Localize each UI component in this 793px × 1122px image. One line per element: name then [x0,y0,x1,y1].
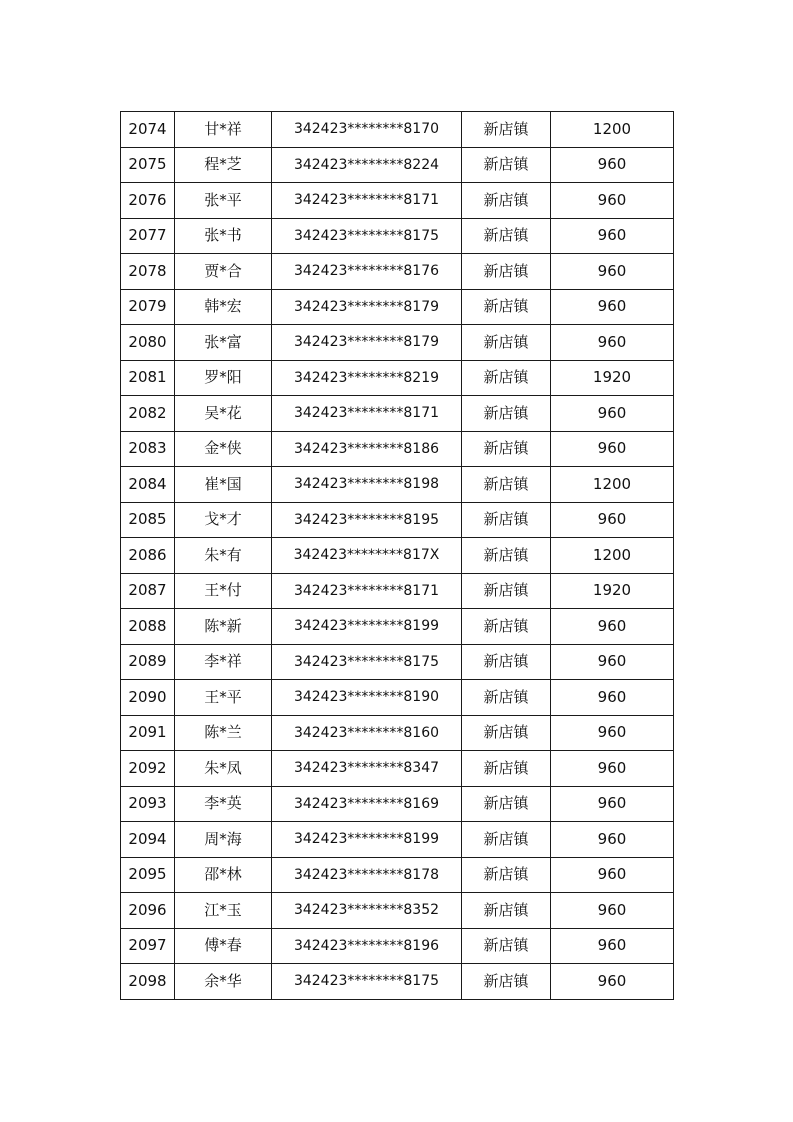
cell-amount: 1920 [551,360,674,396]
cell-id-number: 342423********8175 [272,964,462,1000]
cell-amount: 960 [551,822,674,858]
cell-town: 新店镇 [462,289,551,325]
table-row [121,538,674,574]
table-row [121,360,674,396]
cell-id-number: 342423********8186 [272,431,462,467]
table-row [121,289,674,325]
cell-id-number: 342423********8190 [272,680,462,716]
cell-name: 程*芝 [175,147,272,183]
table-row [121,786,674,822]
table-row [121,680,674,716]
cell-serial-number: 2084 [121,467,175,503]
table-row [121,573,674,609]
cell-town: 新店镇 [462,786,551,822]
cell-id-number: 342423********8224 [272,147,462,183]
cell-amount: 960 [551,751,674,787]
cell-town: 新店镇 [462,218,551,254]
table-row [121,822,674,858]
cell-serial-number: 2088 [121,609,175,645]
cell-town: 新店镇 [462,254,551,290]
cell-name: 张*平 [175,183,272,219]
table-row [121,644,674,680]
cell-town: 新店镇 [462,396,551,432]
cell-town: 新店镇 [462,183,551,219]
cell-id-number: 342423********8175 [272,644,462,680]
cell-town: 新店镇 [462,573,551,609]
cell-amount: 960 [551,644,674,680]
cell-id-number: 342423********8179 [272,325,462,361]
cell-amount: 1200 [551,112,674,148]
cell-name: 甘*祥 [175,112,272,148]
cell-serial-number: 2097 [121,928,175,964]
cell-town: 新店镇 [462,857,551,893]
cell-name: 韩*宏 [175,289,272,325]
cell-serial-number: 2091 [121,715,175,751]
cell-town: 新店镇 [462,538,551,574]
cell-amount: 960 [551,183,674,219]
cell-serial-number: 2074 [121,112,175,148]
table-row [121,609,674,645]
table-row [121,928,674,964]
cell-amount: 960 [551,254,674,290]
cell-name: 王*付 [175,573,272,609]
table-row [121,751,674,787]
cell-amount: 960 [551,431,674,467]
cell-town: 新店镇 [462,147,551,183]
cell-serial-number: 2086 [121,538,175,574]
cell-name: 周*海 [175,822,272,858]
cell-amount: 1200 [551,467,674,503]
cell-name: 张*书 [175,218,272,254]
cell-serial-number: 2098 [121,964,175,1000]
cell-id-number: 342423********8179 [272,289,462,325]
cell-town: 新店镇 [462,893,551,929]
cell-serial-number: 2082 [121,396,175,432]
table-row [121,467,674,503]
cell-serial-number: 2081 [121,360,175,396]
cell-name: 崔*国 [175,467,272,503]
cell-town: 新店镇 [462,609,551,645]
cell-id-number: 342423********8160 [272,715,462,751]
cell-amount: 960 [551,715,674,751]
cell-serial-number: 2092 [121,751,175,787]
cell-town: 新店镇 [462,112,551,148]
cell-id-number: 342423********8199 [272,609,462,645]
cell-id-number: 342423********8198 [272,467,462,503]
cell-amount: 960 [551,857,674,893]
subsidy-table [120,111,674,1000]
cell-town: 新店镇 [462,715,551,751]
cell-amount: 960 [551,964,674,1000]
cell-serial-number: 2085 [121,502,175,538]
cell-town: 新店镇 [462,964,551,1000]
cell-id-number: 342423********8352 [272,893,462,929]
table-row [121,857,674,893]
cell-town: 新店镇 [462,751,551,787]
cell-serial-number: 2089 [121,644,175,680]
cell-town: 新店镇 [462,325,551,361]
cell-amount: 960 [551,893,674,929]
cell-name: 王*平 [175,680,272,716]
cell-id-number: 342423********8171 [272,396,462,432]
cell-town: 新店镇 [462,467,551,503]
cell-id-number: 342423********8178 [272,857,462,893]
table-row [121,715,674,751]
table-row [121,218,674,254]
cell-name: 金*侠 [175,431,272,467]
cell-serial-number: 2094 [121,822,175,858]
cell-town: 新店镇 [462,644,551,680]
cell-town: 新店镇 [462,822,551,858]
cell-amount: 960 [551,396,674,432]
cell-name: 朱*有 [175,538,272,574]
cell-id-number: 342423********817X [272,538,462,574]
cell-amount: 960 [551,147,674,183]
cell-name: 陈*兰 [175,715,272,751]
table-row [121,431,674,467]
cell-serial-number: 2095 [121,857,175,893]
cell-name: 李*英 [175,786,272,822]
cell-amount: 960 [551,289,674,325]
table-row [121,964,674,1000]
table-row [121,147,674,183]
cell-town: 新店镇 [462,360,551,396]
cell-name: 罗*阳 [175,360,272,396]
cell-id-number: 342423********8195 [272,502,462,538]
cell-serial-number: 2077 [121,218,175,254]
cell-id-number: 342423********8171 [272,573,462,609]
cell-name: 李*祥 [175,644,272,680]
cell-name: 陈*新 [175,609,272,645]
cell-serial-number: 2090 [121,680,175,716]
table-row [121,254,674,290]
table-row [121,893,674,929]
cell-name: 邵*林 [175,857,272,893]
cell-serial-number: 2096 [121,893,175,929]
cell-name: 朱*凤 [175,751,272,787]
cell-id-number: 342423********8169 [272,786,462,822]
cell-amount: 960 [551,786,674,822]
cell-serial-number: 2093 [121,786,175,822]
cell-name: 戈*才 [175,502,272,538]
cell-amount: 1200 [551,538,674,574]
cell-id-number: 342423********8199 [272,822,462,858]
cell-town: 新店镇 [462,431,551,467]
cell-serial-number: 2079 [121,289,175,325]
cell-serial-number: 2078 [121,254,175,290]
cell-town: 新店镇 [462,928,551,964]
cell-amount: 960 [551,325,674,361]
cell-amount: 1920 [551,573,674,609]
cell-serial-number: 2075 [121,147,175,183]
cell-amount: 960 [551,928,674,964]
cell-serial-number: 2083 [121,431,175,467]
table-row [121,183,674,219]
cell-amount: 960 [551,218,674,254]
cell-id-number: 342423********8196 [272,928,462,964]
cell-amount: 960 [551,502,674,538]
cell-name: 余*华 [175,964,272,1000]
cell-town: 新店镇 [462,502,551,538]
cell-amount: 960 [551,680,674,716]
cell-serial-number: 2080 [121,325,175,361]
cell-id-number: 342423********8175 [272,218,462,254]
cell-name: 傅*春 [175,928,272,964]
cell-amount: 960 [551,609,674,645]
cell-name: 张*富 [175,325,272,361]
cell-id-number: 342423********8176 [272,254,462,290]
cell-serial-number: 2076 [121,183,175,219]
cell-town: 新店镇 [462,680,551,716]
cell-id-number: 342423********8219 [272,360,462,396]
cell-name: 江*玉 [175,893,272,929]
cell-name: 贾*合 [175,254,272,290]
table-row [121,325,674,361]
cell-id-number: 342423********8170 [272,112,462,148]
cell-name: 吴*花 [175,396,272,432]
table-body [121,112,674,1000]
table-row [121,502,674,538]
cell-id-number: 342423********8171 [272,183,462,219]
table-row [121,112,674,148]
cell-id-number: 342423********8347 [272,751,462,787]
table-row [121,396,674,432]
cell-serial-number: 2087 [121,573,175,609]
